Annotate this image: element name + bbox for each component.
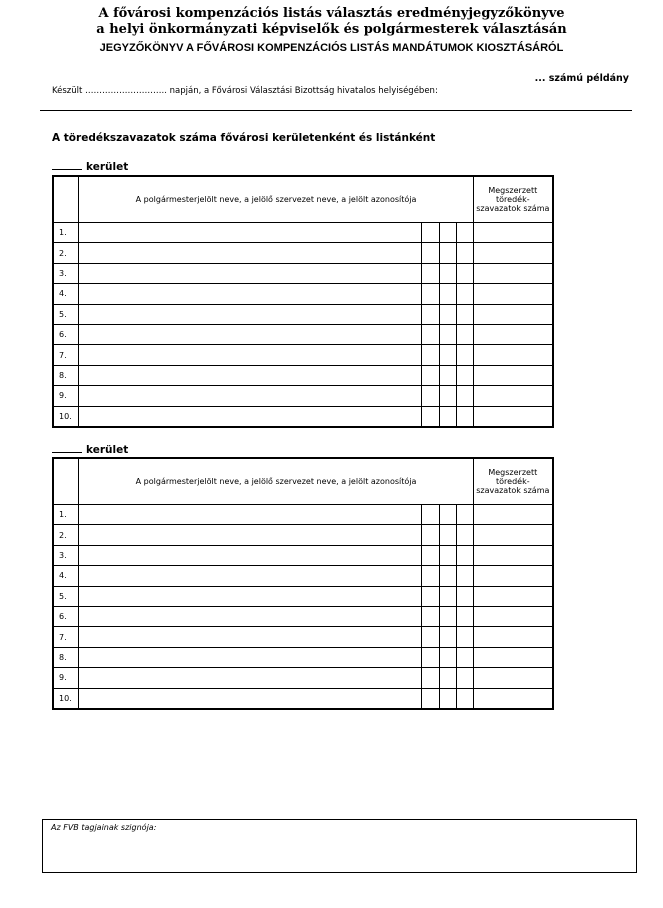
id-cell[interactable]: [421, 545, 439, 565]
candidate-cell[interactable]: [79, 688, 421, 709]
id-cell[interactable]: [456, 345, 473, 365]
votes-cell[interactable]: [473, 545, 553, 565]
candidate-cell[interactable]: [79, 406, 421, 427]
candidate-cell[interactable]: [79, 223, 421, 243]
made-at-line: Készült ……………………….. napján, a Fővárosi Választási Bizottság hivatalos helyiségében:: [52, 86, 438, 96]
row-number: 9.: [53, 386, 79, 406]
id-cell[interactable]: [439, 223, 456, 243]
votes-cell[interactable]: [473, 668, 553, 688]
id-cell[interactable]: [421, 627, 439, 647]
id-cell[interactable]: [439, 627, 456, 647]
candidate-cell[interactable]: [79, 668, 421, 688]
id-cell[interactable]: [456, 545, 473, 565]
candidate-cell[interactable]: [79, 525, 421, 545]
fractional-votes-table-1: [52, 175, 554, 428]
id-cell[interactable]: [439, 406, 456, 427]
row-number: 10.: [53, 688, 79, 709]
row-number: 1.: [53, 505, 79, 525]
header-candidate-name: A polgármesterjelölt neve, a jelölő szervezet neve, a jelölt azonosítója: [79, 176, 473, 223]
table-row: [53, 668, 553, 688]
id-cell[interactable]: [439, 688, 456, 709]
id-cell[interactable]: [421, 586, 439, 606]
id-cell[interactable]: [456, 243, 473, 263]
id-cell[interactable]: [439, 304, 456, 324]
candidate-cell[interactable]: [79, 263, 421, 283]
votes-cell[interactable]: [473, 688, 553, 709]
id-cell[interactable]: [439, 505, 456, 525]
id-cell[interactable]: [456, 386, 473, 406]
id-cell[interactable]: [456, 525, 473, 545]
section-title: A töredékszavazatok száma fővárosi kerületenként és listánként: [52, 132, 436, 144]
id-cell[interactable]: [439, 566, 456, 586]
id-cell[interactable]: [456, 688, 473, 709]
candidate-cell[interactable]: [79, 324, 421, 344]
id-cell[interactable]: [421, 688, 439, 709]
id-cell[interactable]: [421, 406, 439, 427]
votes-cell[interactable]: [473, 586, 553, 606]
row-number: 5.: [53, 586, 79, 606]
id-cell[interactable]: [456, 365, 473, 385]
id-cell[interactable]: [456, 606, 473, 626]
id-cell[interactable]: [456, 223, 473, 243]
id-cell[interactable]: [439, 263, 456, 283]
votes-cell[interactable]: [473, 525, 553, 545]
id-cell[interactable]: [421, 606, 439, 626]
id-cell[interactable]: [421, 324, 439, 344]
header-fractional-votes: Megszerzett töredék-szavazatok száma: [473, 458, 553, 505]
votes-cell[interactable]: [473, 606, 553, 626]
district-label-1: kerület: [52, 159, 128, 173]
candidate-cell[interactable]: [79, 243, 421, 263]
id-cell[interactable]: [439, 525, 456, 545]
id-cell[interactable]: [421, 243, 439, 263]
row-number: 3.: [53, 545, 79, 565]
votes-cell[interactable]: [473, 304, 553, 324]
table-row: [53, 566, 553, 586]
id-cell[interactable]: [456, 505, 473, 525]
table-row: [53, 647, 553, 667]
votes-cell[interactable]: [473, 324, 553, 344]
id-cell[interactable]: [456, 647, 473, 667]
id-cell[interactable]: [456, 406, 473, 427]
candidate-cell[interactable]: [79, 647, 421, 667]
id-cell[interactable]: [421, 345, 439, 365]
candidate-cell[interactable]: [79, 545, 421, 565]
id-cell[interactable]: [439, 668, 456, 688]
row-number: 5.: [53, 304, 79, 324]
row-number: 7.: [53, 345, 79, 365]
header-index-cell: [53, 458, 79, 505]
table-row: [53, 525, 553, 545]
id-cell[interactable]: [421, 386, 439, 406]
row-number: 9.: [53, 668, 79, 688]
table-row: [53, 243, 553, 263]
row-number: 3.: [53, 263, 79, 283]
row-number: 2.: [53, 243, 79, 263]
id-cell[interactable]: [421, 647, 439, 667]
id-cell[interactable]: [456, 324, 473, 344]
id-cell[interactable]: [456, 566, 473, 586]
district-number-blank[interactable]: [52, 442, 82, 453]
id-cell[interactable]: [421, 304, 439, 324]
votes-cell[interactable]: [473, 223, 553, 243]
table-header-row: [53, 176, 553, 223]
row-number: 4.: [53, 566, 79, 586]
header-divider: [40, 110, 632, 111]
votes-cell[interactable]: [473, 365, 553, 385]
candidate-cell[interactable]: [79, 304, 421, 324]
id-cell[interactable]: [456, 284, 473, 304]
table-row: [53, 263, 553, 283]
table-row: [53, 365, 553, 385]
row-number: 8.: [53, 365, 79, 385]
id-cell[interactable]: [456, 586, 473, 606]
id-cell[interactable]: [439, 606, 456, 626]
votes-cell[interactable]: [473, 647, 553, 667]
table-row: [53, 586, 553, 606]
table-row: [53, 304, 553, 324]
id-cell[interactable]: [421, 566, 439, 586]
candidate-cell[interactable]: [79, 284, 421, 304]
id-cell[interactable]: [439, 365, 456, 385]
id-cell[interactable]: [439, 284, 456, 304]
candidate-cell[interactable]: [79, 345, 421, 365]
candidate-cell[interactable]: [79, 365, 421, 385]
document-title-line-2: a helyi önkormányzati képviselők és polgármesterek választásán: [96, 22, 567, 37]
votes-cell[interactable]: [473, 263, 553, 283]
table-row: [53, 688, 553, 709]
votes-cell[interactable]: [473, 627, 553, 647]
id-cell[interactable]: [439, 243, 456, 263]
header-candidate-name: A polgármesterjelölt neve, a jelölő szervezet neve, a jelölt azonosítója: [79, 458, 473, 505]
id-cell[interactable]: [421, 263, 439, 283]
header-fractional-votes: Megszerzett töredék-szavazatok száma: [473, 176, 553, 223]
table-row: [53, 505, 553, 525]
id-cell[interactable]: [421, 365, 439, 385]
signature-box[interactable]: [42, 819, 637, 873]
row-number: 8.: [53, 647, 79, 667]
table-row: [53, 386, 553, 406]
row-number: 10.: [53, 406, 79, 427]
votes-cell[interactable]: [473, 505, 553, 525]
table-row: [53, 406, 553, 427]
table-row: [53, 324, 553, 344]
id-cell[interactable]: [439, 324, 456, 344]
id-cell[interactable]: [439, 586, 456, 606]
document-subtitle: JEGYZŐKÖNYV A FŐVÁROSI KOMPENZÁCIÓS LISTÁS MANDÁTUMOK KIOSZTÁSÁRÓL: [99, 42, 564, 54]
copy-number: ... számú példány: [534, 73, 629, 84]
candidate-cell[interactable]: [79, 566, 421, 586]
candidate-cell[interactable]: [79, 505, 421, 525]
votes-cell[interactable]: [473, 566, 553, 586]
id-cell[interactable]: [421, 668, 439, 688]
id-cell[interactable]: [439, 386, 456, 406]
id-cell[interactable]: [456, 263, 473, 283]
votes-cell[interactable]: [473, 386, 553, 406]
row-number: 6.: [53, 606, 79, 626]
id-cell[interactable]: [456, 668, 473, 688]
candidate-cell[interactable]: [79, 586, 421, 606]
id-cell[interactable]: [439, 345, 456, 365]
candidate-cell[interactable]: [79, 627, 421, 647]
votes-cell[interactable]: [473, 345, 553, 365]
table-row: [53, 545, 553, 565]
table-header-row: [53, 458, 553, 505]
table-row: [53, 606, 553, 626]
table-row: [53, 627, 553, 647]
id-cell[interactable]: [421, 525, 439, 545]
row-number: 7.: [53, 627, 79, 647]
id-cell[interactable]: [421, 505, 439, 525]
id-cell[interactable]: [456, 627, 473, 647]
signature-label: Az FVB tagjainak szignója:: [51, 823, 157, 832]
id-cell[interactable]: [456, 304, 473, 324]
row-number: 4.: [53, 284, 79, 304]
id-cell[interactable]: [439, 545, 456, 565]
header-index-cell: [53, 176, 79, 223]
votes-cell[interactable]: [473, 406, 553, 427]
id-cell[interactable]: [439, 647, 456, 667]
candidate-cell[interactable]: [79, 606, 421, 626]
row-number: 2.: [53, 525, 79, 545]
candidate-cell[interactable]: [79, 386, 421, 406]
table-row: [53, 284, 553, 304]
document-title-line-1: A fővárosi kompenzációs listás választás eredményjegyzőkönyve: [98, 6, 565, 21]
district-number-blank[interactable]: [52, 159, 82, 170]
fractional-votes-table-2: [52, 457, 554, 710]
district-label-2: kerület: [52, 442, 128, 456]
id-cell[interactable]: [421, 284, 439, 304]
id-cell[interactable]: [421, 223, 439, 243]
votes-cell[interactable]: [473, 284, 553, 304]
table-row: [53, 223, 553, 243]
row-number: 1.: [53, 223, 79, 243]
votes-cell[interactable]: [473, 243, 553, 263]
table-row: [53, 345, 553, 365]
row-number: 6.: [53, 324, 79, 344]
